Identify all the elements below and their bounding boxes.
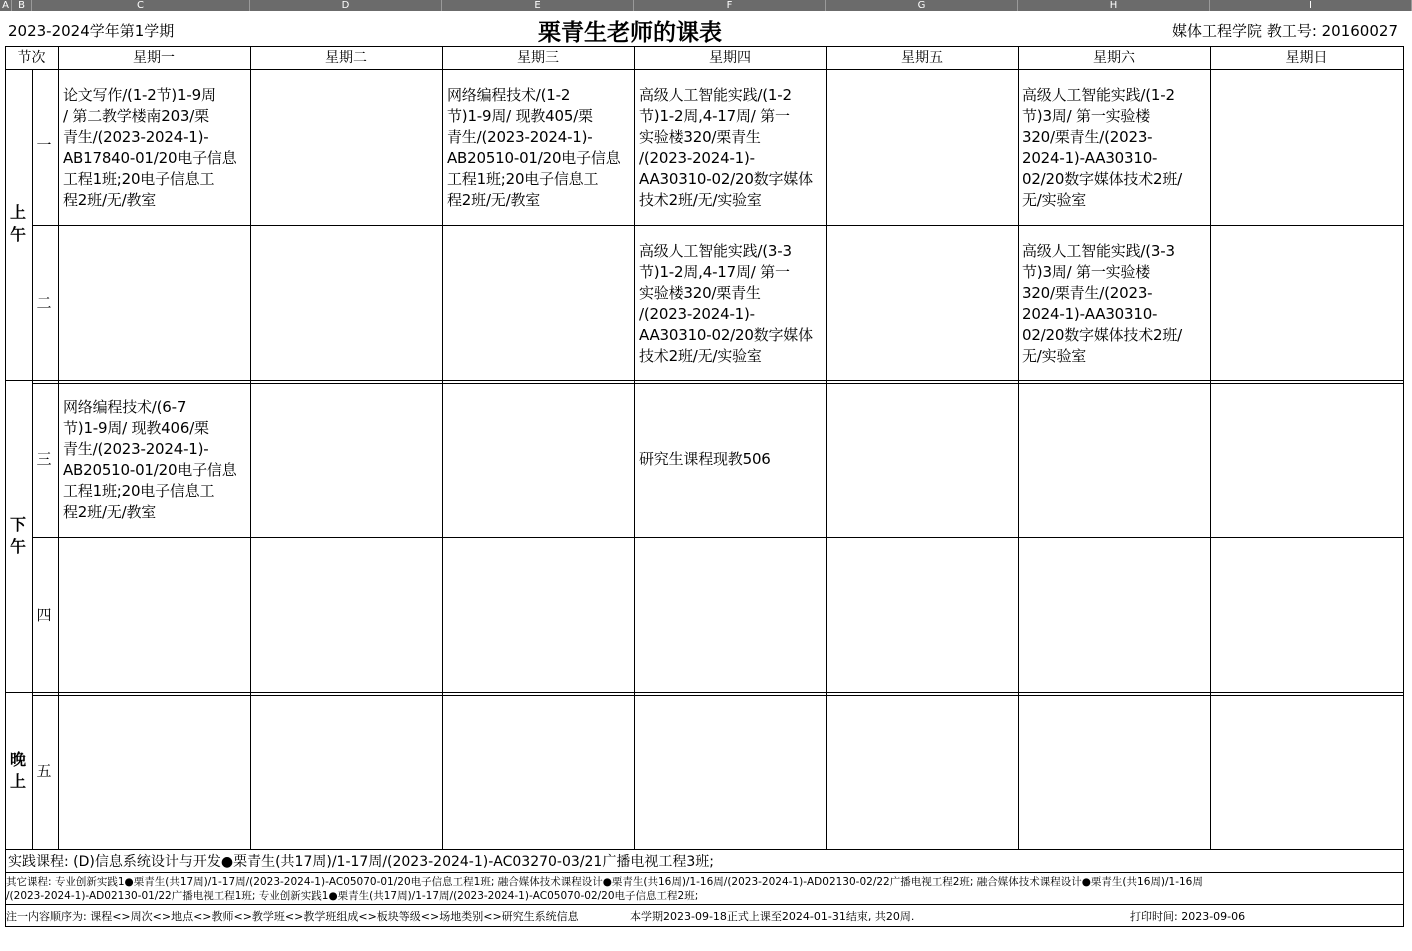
column-header-b[interactable]: B	[12, 0, 32, 11]
course-cell-p1-wed[interactable]: 网络编程技术/(1-2 节)1-9周/ 现教405/栗 青生/(2023-2024-1)- AB20510-01/20电子信息 工程1班;20电子信息工 程2班/无/教室	[447, 86, 621, 209]
period-header: 节次	[17, 50, 46, 66]
period-3: 三	[36, 450, 52, 468]
day-header-sat: 星期六	[1093, 50, 1135, 66]
column-header-f[interactable]: F	[634, 0, 826, 11]
day-header-thu: 星期四	[709, 50, 751, 66]
section-afternoon: 下午	[9, 515, 26, 556]
grid-line	[5, 904, 1403, 905]
grid-line	[5, 46, 6, 927]
other-courses-note-line1: 其它课程: 专业创新实践1●栗青生(共17周)/1-17周/(2023-2024-1)-AC05070-01/20电子信息工程1班; 融合媒体技术课程设计●栗青生(共16周)/1-16周/(2023-2024-1)-AD02130-02/22广播电视工程2班; 融合媒体技术课程设计●栗青生(共16周)/1-16周	[6, 876, 1203, 888]
grid-line	[32, 225, 1403, 226]
course-cell-p2-thu[interactable]: 高级人工智能实践/(3-3 节)1-2周,4-17周/ 第一 实验楼320/栗青生 /(2023-2024-1)- AA30310-02/20数字媒体 技术2班/无/实验室	[639, 242, 813, 365]
grid-line	[250, 46, 251, 849]
grid-line	[1210, 46, 1211, 849]
period-4: 四	[36, 606, 52, 624]
column-header-c[interactable]: C	[32, 0, 250, 11]
period-5: 五	[36, 762, 52, 780]
column-header-a[interactable]: A	[0, 0, 12, 11]
grid-line	[442, 46, 443, 849]
day-header-fri: 星期五	[901, 50, 943, 66]
term-label: 2023-2024学年第1学期	[8, 22, 175, 40]
column-header-i[interactable]: I	[1210, 0, 1412, 11]
day-header-sun: 星期日	[1285, 50, 1328, 66]
course-cell-p1-thu[interactable]: 高级人工智能实践/(1-2 节)1-2周,4-17周/ 第一 实验楼320/栗青生 /(2023-2024-1)- AA30310-02/20数字媒体 技术2班/无/实验室	[639, 86, 813, 209]
grid-line	[5, 692, 1403, 693]
grid-line	[32, 383, 1403, 384]
other-courses-note-line2: /(2023-2024-1)-AD02130-01/22广播电视工程1班; 专业创新实践1●栗青生(共17周)/1-17周/(2023-2024-1)-AC05070-02/20电子信息工程2班;	[6, 890, 699, 902]
grid-line	[5, 872, 1403, 873]
course-cell-p2-sat[interactable]: 高级人工智能实践/(3-3 节)3周/ 第一实验楼 320/栗青生/(2023- 2024-1)-AA30310- 02/20数字媒体技术2班/ 无/实验室	[1022, 242, 1183, 365]
grid-line	[5, 926, 1403, 927]
grid-line	[5, 69, 1403, 70]
column-header-h[interactable]: H	[1018, 0, 1210, 11]
course-cell-p3-thu[interactable]: 研究生课程现教506	[639, 450, 771, 468]
day-header-mon: 星期一	[133, 50, 175, 66]
section-evening: 晚上	[9, 750, 26, 791]
course-cell-p1-mon[interactable]: 论文写作/(1-2节)1-9周 / 第二教学楼南203/栗 青生/(2023-2024-1)- AB17840-01/20电子信息 工程1班;20电子信息工 程2班/无/教室	[63, 86, 237, 209]
day-header-wed: 星期三	[517, 50, 559, 66]
grid-line	[1018, 46, 1019, 849]
course-cell-p3-mon[interactable]: 网络编程技术/(6-7 节)1-9周/ 现教406/栗 青生/(2023-2024-1)- AB20510-01/20电子信息 工程1班;20电子信息工 程2班/无/教室	[63, 398, 237, 521]
semester-note: 本学期2023-09-18正式上课至2024-01-31结束, 共20周.	[630, 910, 915, 923]
grid-line	[5, 380, 1403, 381]
grid-line	[5, 849, 1403, 850]
section-morning: 上午	[9, 203, 26, 244]
period-2: 二	[36, 294, 52, 312]
course-cell-p1-sat[interactable]: 高级人工智能实践/(1-2 节)3周/ 第一实验楼 320/栗青生/(2023- 2024-1)-AA30310- 02/20数字媒体技术2班/ 无/实验室	[1022, 86, 1183, 209]
grid-line	[1403, 46, 1404, 927]
grid-line	[634, 46, 635, 849]
grid-line	[32, 537, 1403, 538]
print-time: 打印时间: 2023-09-06	[1130, 910, 1246, 923]
column-header-d[interactable]: D	[250, 0, 442, 11]
column-header-e[interactable]: E	[442, 0, 634, 11]
practice-courses-note: 实践课程: (D)信息系统设计与开发●栗青生(共17周)/1-17周/(2023-2024-1)-AC03270-03/21广播电视工程3班;	[8, 854, 714, 870]
period-1: 一	[36, 136, 52, 154]
column-header-g[interactable]: G	[826, 0, 1018, 11]
page-title: 栗青生老师的课表	[538, 19, 722, 46]
teacher-info: 媒体工程学院 教工号: 20160027	[1172, 22, 1398, 40]
grid-line	[32, 695, 1403, 696]
content-order-note: 注一内容顺序为: 课程<>周次<>地点<>教师<>教学班<>教学班组成<>板块等级<>场地类别<>研究生系统信息	[6, 910, 579, 923]
day-header-tue: 星期二	[325, 50, 367, 66]
grid-line	[826, 46, 827, 849]
